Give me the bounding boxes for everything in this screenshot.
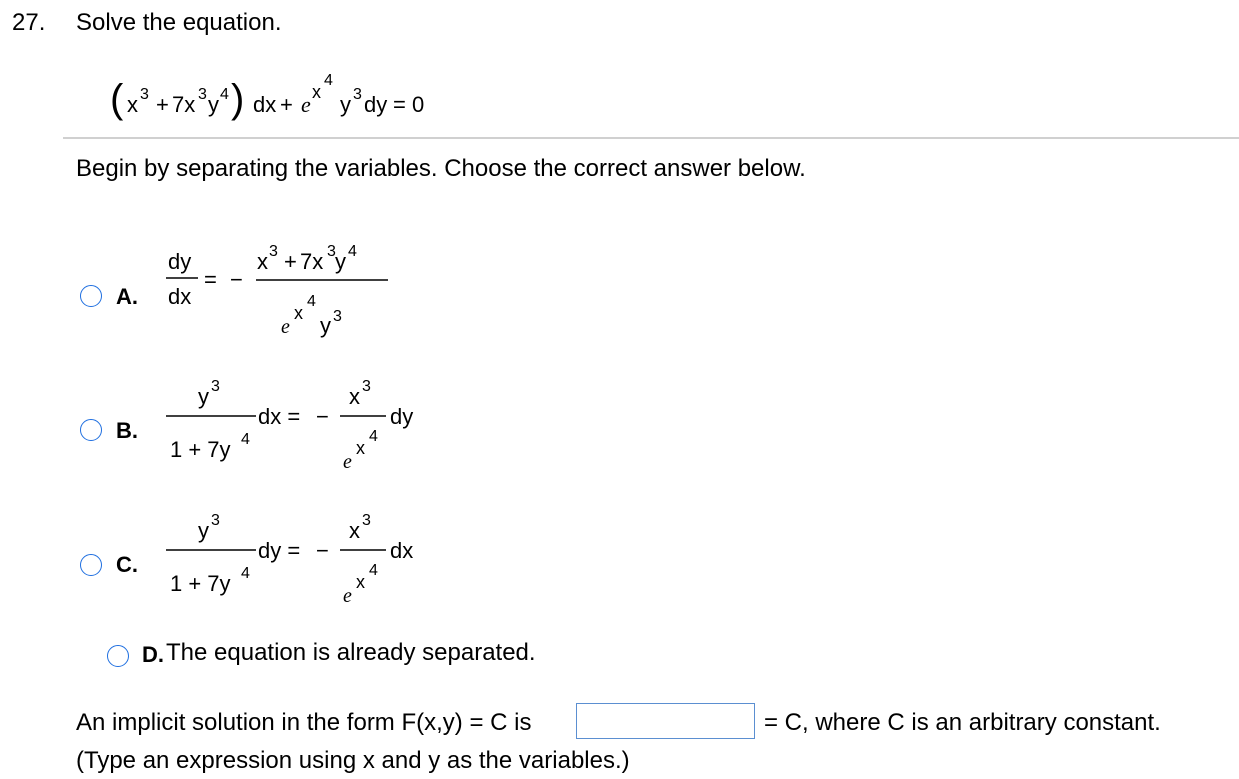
b-minus: −	[316, 404, 329, 429]
main-equation	[110, 66, 510, 126]
option-a-letter: A.	[116, 284, 138, 309]
eq-y: y	[208, 92, 219, 117]
eq-exp3: 3	[140, 86, 149, 103]
eq-exp4: 4	[220, 86, 229, 103]
c-den-e: e	[343, 585, 352, 607]
b-den-x: x	[356, 438, 365, 458]
option-d-letter: D.	[142, 642, 164, 667]
eq-y-b: y	[340, 92, 351, 117]
eq-plus-b: +	[280, 92, 293, 117]
c-den-exp4-b: 4	[369, 562, 378, 579]
a-num-y: y	[335, 249, 346, 274]
option-c-radio[interactable]	[80, 554, 102, 576]
a-dx: dx	[168, 284, 192, 309]
c-den-x: x	[356, 572, 365, 592]
c-dx: dx	[390, 538, 414, 563]
c-dy: dy =	[258, 538, 301, 563]
b-num-x: x	[349, 384, 360, 409]
b-den-exp4: 4	[241, 431, 250, 448]
a-num-exp3: 3	[269, 243, 278, 260]
eq-paren-close: )	[231, 77, 245, 121]
b-dy: dy	[390, 404, 414, 429]
a-equals: =	[204, 267, 217, 292]
c-den-exp4: 4	[241, 565, 250, 582]
c-den: 1 + 7y	[170, 571, 231, 596]
eq-exp-x-4: 4	[324, 72, 333, 89]
b-num-y: y	[198, 384, 209, 409]
c-num-exp3: 3	[211, 512, 220, 529]
c-minus: −	[316, 538, 329, 563]
a-den-exp3: 3	[333, 308, 342, 325]
option-d-text: The equation is already separated.	[166, 639, 536, 666]
b-den-exp4-b: 4	[369, 428, 378, 445]
eq-exp-x: x	[312, 82, 321, 102]
eq-zero: 0	[412, 92, 425, 117]
eq-7x: 7x	[172, 92, 196, 117]
option-c-letter: C.	[116, 552, 138, 577]
b-den: 1 + 7y	[170, 437, 231, 462]
eq-equals: =	[393, 92, 406, 117]
c-num-x: x	[349, 518, 360, 543]
a-dy: dy	[168, 249, 192, 274]
option-a-radio[interactable]	[80, 285, 102, 307]
a-den-y: y	[320, 313, 331, 338]
a-den-exp4: 4	[307, 293, 316, 310]
eq-dx: dx	[253, 92, 277, 117]
c-num-y: y	[198, 518, 209, 543]
eq-exp3-c: 3	[353, 86, 362, 103]
a-den-x: x	[294, 303, 303, 323]
option-d-radio[interactable]	[107, 645, 129, 667]
instruction-text: Begin by separating the variables. Choose the correct answer below.	[76, 155, 806, 182]
implicit-suffix: = C, where C is an arbitrary constant.	[764, 709, 1161, 736]
implicit-prefix: An implicit solution in the form F(x,y) = C is	[76, 709, 532, 736]
eq-x: x	[127, 92, 138, 117]
option-b-radio[interactable]	[80, 419, 102, 441]
b-num-exp3-b: 3	[362, 378, 371, 395]
implicit-answer-input[interactable]	[576, 703, 755, 739]
b-dx: dx =	[258, 404, 301, 429]
a-num-exp4: 4	[348, 243, 357, 260]
option-b-expression	[160, 368, 440, 478]
a-minus: −	[230, 267, 243, 292]
eq-dy: dy	[364, 92, 388, 117]
b-den-e: e	[343, 451, 352, 473]
a-num-exp3-b: 3	[327, 243, 336, 260]
a-num-plus: +	[284, 249, 297, 274]
eq-e: e	[301, 92, 311, 117]
divider	[63, 137, 1239, 139]
implicit-hint: (Type an expression using x and y as the variables.)	[76, 747, 630, 774]
option-b-letter: B.	[116, 418, 138, 443]
b-num-exp3: 3	[211, 378, 220, 395]
a-num-7x: 7x	[300, 249, 324, 274]
c-num-exp3-b: 3	[362, 512, 371, 529]
question-title: Solve the equation.	[76, 9, 282, 36]
eq-exp3-b: 3	[198, 86, 207, 103]
eq-plus: +	[156, 92, 169, 117]
eq-paren-open: (	[110, 77, 124, 121]
a-den-e: e	[281, 316, 290, 338]
question-number: 27.	[12, 9, 46, 36]
a-num-x: x	[257, 249, 268, 274]
option-a-expression	[160, 235, 400, 350]
option-c-expression	[160, 502, 440, 612]
